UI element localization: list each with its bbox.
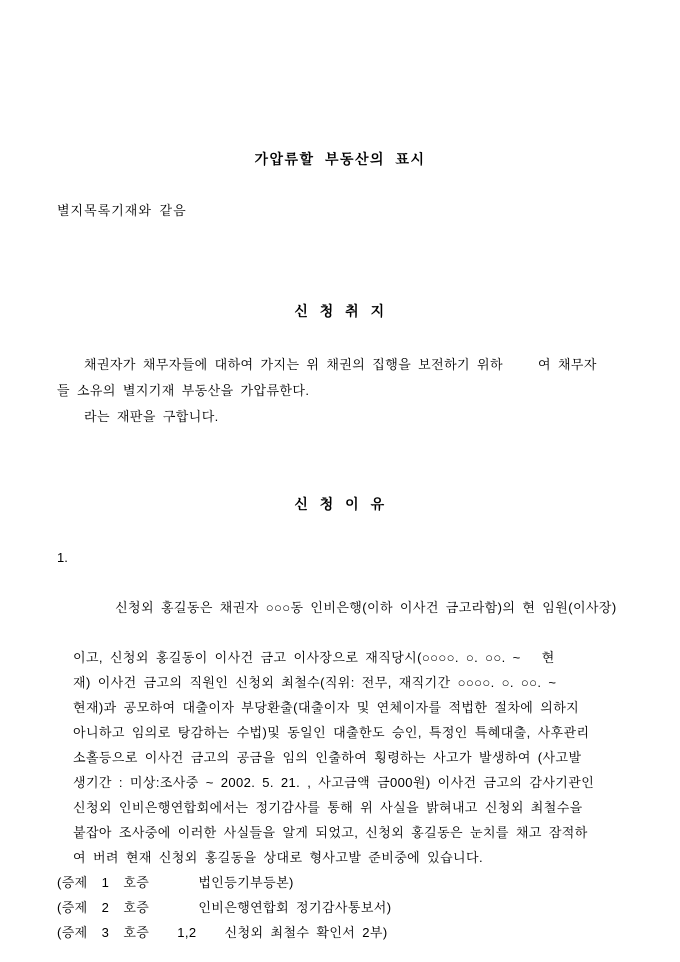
reason-line-text: 신청외 홍길동은 채권자 ○○○동 인비은행(이하 이사건 금고라함)의 현 임원(이사장) [115,600,617,615]
purpose-line: 들 소유의 별지기재 부동산을 가압류한다. [57,383,310,398]
attachment-note: 별지목록기재와 같음 [57,203,187,218]
exhibit-line: (증제 1 호증 법인등기부등본) [57,875,294,890]
reason-line [57,545,625,645]
reason-line: 신청외 인비은행연합회에서는 정기감사를 통해 위 사실을 밝혀내고 신청외 최철수을 [73,800,583,815]
reason-section-title: 신 청 이 유 [294,496,386,512]
attachment-section-title: 가압류할 부동산의 표시 [254,151,426,167]
purpose-paragraph [57,352,625,430]
reason-line: 재) 이사건 금고의 직원인 신청외 최철수(직위: 전무, 재직기간 ○○○○. ○. ○○. ~ [73,675,557,690]
purpose-line: 채권자가 채무자들에 대하여 가지는 위 채권의 집행을 보전하기 위하 여 채무자 [84,357,597,372]
reason-line: 붙잡아 조사중에 이러한 사실들을 알게 되었고, 신청외 홍길동은 눈치를 채고 잠적하 [73,825,588,840]
reason-line: 소홀등으로 이사건 금고의 공금을 임의 인출하여 횡령하는 사고가 발생하여 (사고발 [73,750,582,765]
reason-paragraph [57,545,625,945]
reason-line: 현재)과 공모하여 대출이자 부당환출(대출이자 및 연체이자를 적법한 절차에 의하지 [73,700,580,715]
exhibit-line: (증제 2 호증 인비은행연합회 정기감사통보서) [57,900,392,915]
reason-line: 여 버려 현재 신청외 홍길동을 상대로 형사고발 준비중에 있습니다. [73,850,483,865]
reason-line: 아니하고 임의로 탕감하는 수법)및 동일인 대출한도 승인, 특정인 특혜대출, 사후관리 [73,725,590,740]
list-item-number: 1. [57,550,68,565]
purpose-line: 라는 재판을 구합니다. [84,409,219,424]
purpose-section-title: 신 청 취 지 [294,303,386,319]
reason-line: 이고, 신청외 홍길동이 이사건 금고 이사장으로 재직당시(○○○○. ○. ○○. ~ 현 [73,650,555,665]
reason-line: 생기간 : 미상:조사중 ~ 2002. 5. 21. , 사고금액 금000원) 이사건 금고의 감사기관인 [73,775,595,790]
exhibit-line: (증제 3 호증 1,2 신청외 최철수 확인서 2부) [57,925,388,940]
